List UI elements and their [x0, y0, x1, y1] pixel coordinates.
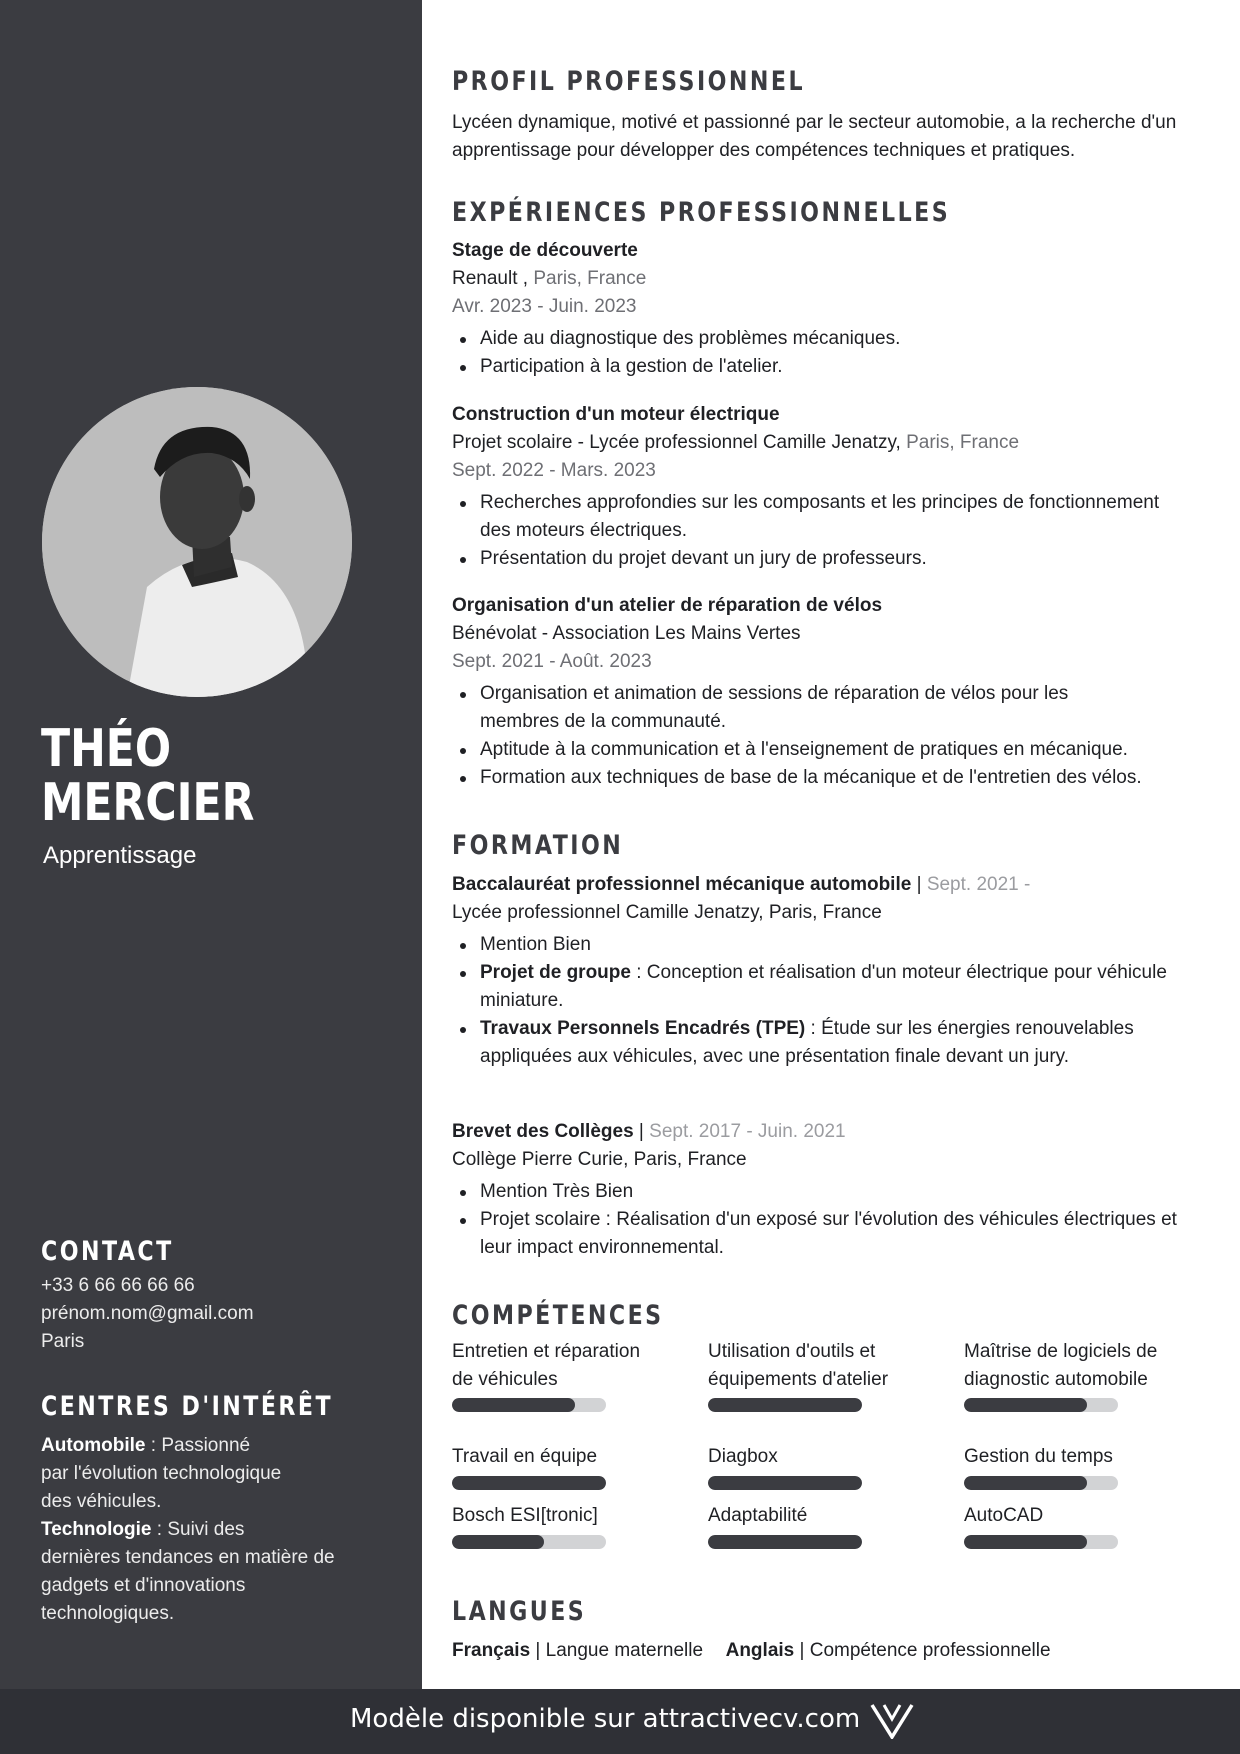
degree-school: Lycée professionnel Camille Jenatzy, Paris, France — [452, 902, 882, 923]
interest-text: Suivi des — [167, 1519, 245, 1540]
job-org: Renault , — [452, 268, 529, 289]
skill-bar-fill — [452, 1535, 544, 1549]
bullet-text: Organisation et animation de sessions de réparation de vélos pour les — [480, 683, 1069, 704]
skill-label: Adaptabilité — [708, 1505, 808, 1526]
job-title: Stage de découverte — [452, 240, 638, 261]
skill-label: Diagbox — [708, 1446, 778, 1467]
interest-label: Technologie — [41, 1519, 152, 1540]
skill-bar-fill — [708, 1476, 862, 1490]
degree-bullet: Mention Très Bien — [452, 1178, 1222, 1206]
profile-photo — [42, 387, 352, 697]
skill-bar — [452, 1476, 606, 1490]
bullet-text: membres de la communauté. — [480, 711, 727, 732]
contact-phone: +33 6 66 66 66 66 — [41, 1275, 195, 1296]
job-dates: Avr. 2023 - Juin. 2023 — [452, 296, 637, 317]
interest-text: gadgets et d'innovations — [41, 1575, 246, 1596]
job-bullet: Participation à la gestion de l'atelier. — [452, 353, 1222, 381]
sidebar — [0, 0, 422, 1689]
skill-item — [708, 1502, 908, 1530]
bullet-text: des moteurs électriques. — [480, 520, 687, 541]
interest-text: par l'évolution technologique — [41, 1463, 282, 1484]
degree-title: Baccalauréat professionnel mécanique automobile — [452, 874, 912, 895]
skill-bar — [964, 1476, 1118, 1490]
bullet-text: appliquées aux véhicules, avec une présentation finale devant un jury. — [480, 1046, 1070, 1067]
degree-bullet: Mention Bien — [452, 931, 1222, 959]
skills-heading: COMPÉTENCES — [452, 1300, 664, 1331]
bullet-text: miniature. — [480, 990, 564, 1011]
language-level: Langue maternelle — [545, 1640, 704, 1661]
interest-text: technologiques. — [41, 1603, 175, 1624]
skill-bar — [452, 1535, 606, 1549]
bullet-bold: Travaux Personnels Encadrés (TPE) — [480, 1018, 806, 1039]
skill-bar — [452, 1398, 606, 1412]
footer-banner — [0, 1689, 1240, 1754]
skill-label: de véhicules — [452, 1369, 558, 1390]
bullet-text: Projet scolaire : Réalisation d'un exposé sur l'évolution des véhicules électriques et — [480, 1209, 1177, 1230]
job-bullet: Présentation du projet devant un jury de professeurs. — [452, 545, 1222, 573]
job-org: Projet scolaire - Lycée professionnel Camille Jenatzy, — [452, 432, 901, 453]
skill-item — [452, 1443, 652, 1471]
contact-list — [41, 1272, 254, 1356]
language-item — [452, 1640, 703, 1661]
job-bullet — [452, 489, 1222, 545]
skill-item — [708, 1443, 908, 1471]
interest-separator: : — [145, 1435, 162, 1456]
language-name: Anglais — [725, 1640, 795, 1661]
job-dates: Sept. 2021 - Août. 2023 — [452, 651, 652, 672]
interest-text: dernières tendances en matière de — [41, 1547, 335, 1568]
skill-label: Entretien et réparation — [452, 1341, 641, 1362]
languages-list — [452, 1637, 1222, 1665]
skill-label: Travail en équipe — [452, 1446, 598, 1467]
skill-item — [452, 1338, 652, 1394]
profile-text — [452, 109, 1222, 165]
job-title: Construction d'un moteur électrique — [452, 404, 780, 425]
degree-title: Brevet des Collèges — [452, 1121, 634, 1142]
profile-line: apprentissage pour développer des compétences techniques et pratiques. — [452, 140, 1076, 161]
skill-bar-fill — [964, 1535, 1087, 1549]
education-item — [452, 871, 1222, 1071]
contact-email: prénom.nom@gmail.com — [41, 1303, 254, 1324]
skill-bar-fill — [964, 1476, 1087, 1490]
skill-label: AutoCAD — [964, 1505, 1044, 1526]
job-title: Organisation d'un atelier de réparation de vélos — [452, 595, 883, 616]
education-item — [452, 1118, 1222, 1262]
language-separator: | — [794, 1640, 810, 1661]
language-item — [726, 1640, 1051, 1661]
job-bullet: Aptitude à la communication et à l'enseignement de pratiques en mécanique. — [452, 736, 1222, 764]
degree-separator: | — [633, 1121, 650, 1142]
job-bullet — [452, 680, 1222, 736]
job-location: Paris, France — [528, 268, 647, 289]
bullet-bold: Projet de groupe — [480, 962, 631, 983]
skill-bar-fill — [452, 1398, 575, 1412]
degree-bullet — [452, 959, 1222, 1015]
interest-label: Automobile — [41, 1435, 146, 1456]
bullet-text: : Étude sur les énergies renouvelables — [805, 1018, 1134, 1039]
interest-text: des véhicules. — [41, 1491, 162, 1512]
interest-item — [41, 1432, 361, 1460]
skill-bar-fill — [708, 1398, 862, 1412]
degree-school: Collège Pierre Curie, Paris, France — [452, 1149, 747, 1170]
education-heading: FORMATION — [452, 830, 624, 861]
skill-label: équipements d'atelier — [708, 1369, 889, 1390]
degree-separator: | — [911, 874, 927, 895]
attractivecv-logo-icon — [870, 1703, 914, 1743]
first-name: THÉO — [41, 719, 172, 779]
skill-item — [964, 1443, 1164, 1471]
skill-item — [452, 1502, 652, 1530]
interest-separator: : — [151, 1519, 168, 1540]
interest-item — [41, 1516, 361, 1544]
skill-bar-fill — [708, 1535, 862, 1549]
skill-bar — [708, 1398, 862, 1412]
skill-bar-fill — [964, 1398, 1087, 1412]
last-name: MERCIER — [41, 773, 255, 833]
experience-item — [452, 401, 1222, 573]
degree-dates: Sept. 2017 - Juin. 2021 — [649, 1121, 846, 1142]
degree-dates: Sept. 2021 - — [926, 874, 1031, 895]
experience-item — [452, 592, 1222, 792]
experience-item — [452, 237, 1222, 381]
skill-label: Utilisation d'outils et — [708, 1341, 876, 1362]
language-level: Compétence professionnelle — [809, 1640, 1051, 1661]
language-separator: | — [530, 1640, 546, 1661]
profile-line: Lycéen dynamique, motivé et passionné par le secteur automobie, a la recherche d'un — [452, 112, 1177, 133]
bullet-text: : Conception et réalisation d'un moteur électrique pour véhicule — [630, 962, 1167, 983]
skill-label: Maîtrise de logiciels de — [964, 1341, 1158, 1362]
bullet-text: Recherches approfondies sur les composants et les principes de fonctionnement — [480, 492, 1160, 513]
contact-city: Paris — [41, 1331, 85, 1352]
skill-bar — [708, 1535, 862, 1549]
candidate-name — [41, 719, 255, 833]
skill-label: Gestion du temps — [964, 1446, 1113, 1467]
bullet-text: leur impact environnemental. — [480, 1237, 724, 1258]
job-bullet: Aide au diagnostique des problèmes mécaniques. — [452, 325, 1222, 353]
skill-label: Bosch ESI[tronic] — [452, 1505, 598, 1526]
degree-bullet — [452, 1015, 1222, 1071]
skill-bar — [964, 1398, 1118, 1412]
languages-heading: LANGUES — [452, 1596, 587, 1627]
skill-bar — [964, 1535, 1118, 1549]
job-bullet: Formation aux techniques de base de la mécanique et de l'entretien des vélos. — [452, 764, 1222, 792]
job-location: Paris, France — [900, 432, 1020, 453]
skill-item — [708, 1338, 908, 1394]
interests-list — [41, 1432, 361, 1628]
candidate-subtitle: Apprentissage — [43, 842, 197, 869]
contact-heading: CONTACT — [41, 1236, 174, 1267]
job-org: Bénévolat - Association Les Mains Vertes — [452, 623, 801, 644]
skill-bar-fill — [452, 1476, 606, 1490]
skill-label: diagnostic automobile — [964, 1369, 1148, 1390]
skill-bar — [708, 1476, 862, 1490]
footer-text[interactable]: Modèle disponible sur attractivecv.com — [350, 1704, 861, 1734]
profile-heading: PROFIL PROFESSIONNEL — [452, 66, 806, 97]
job-dates: Sept. 2022 - Mars. 2023 — [452, 460, 656, 481]
interest-text: Passionné — [161, 1435, 251, 1456]
skill-item — [964, 1502, 1164, 1530]
interests-heading: CENTRES D'INTÉRÊT — [41, 1391, 334, 1422]
skill-item — [964, 1338, 1164, 1394]
language-name: Français — [452, 1640, 531, 1661]
degree-bullet — [452, 1206, 1222, 1262]
experience-heading: EXPÉRIENCES PROFESSIONNELLES — [452, 197, 951, 228]
